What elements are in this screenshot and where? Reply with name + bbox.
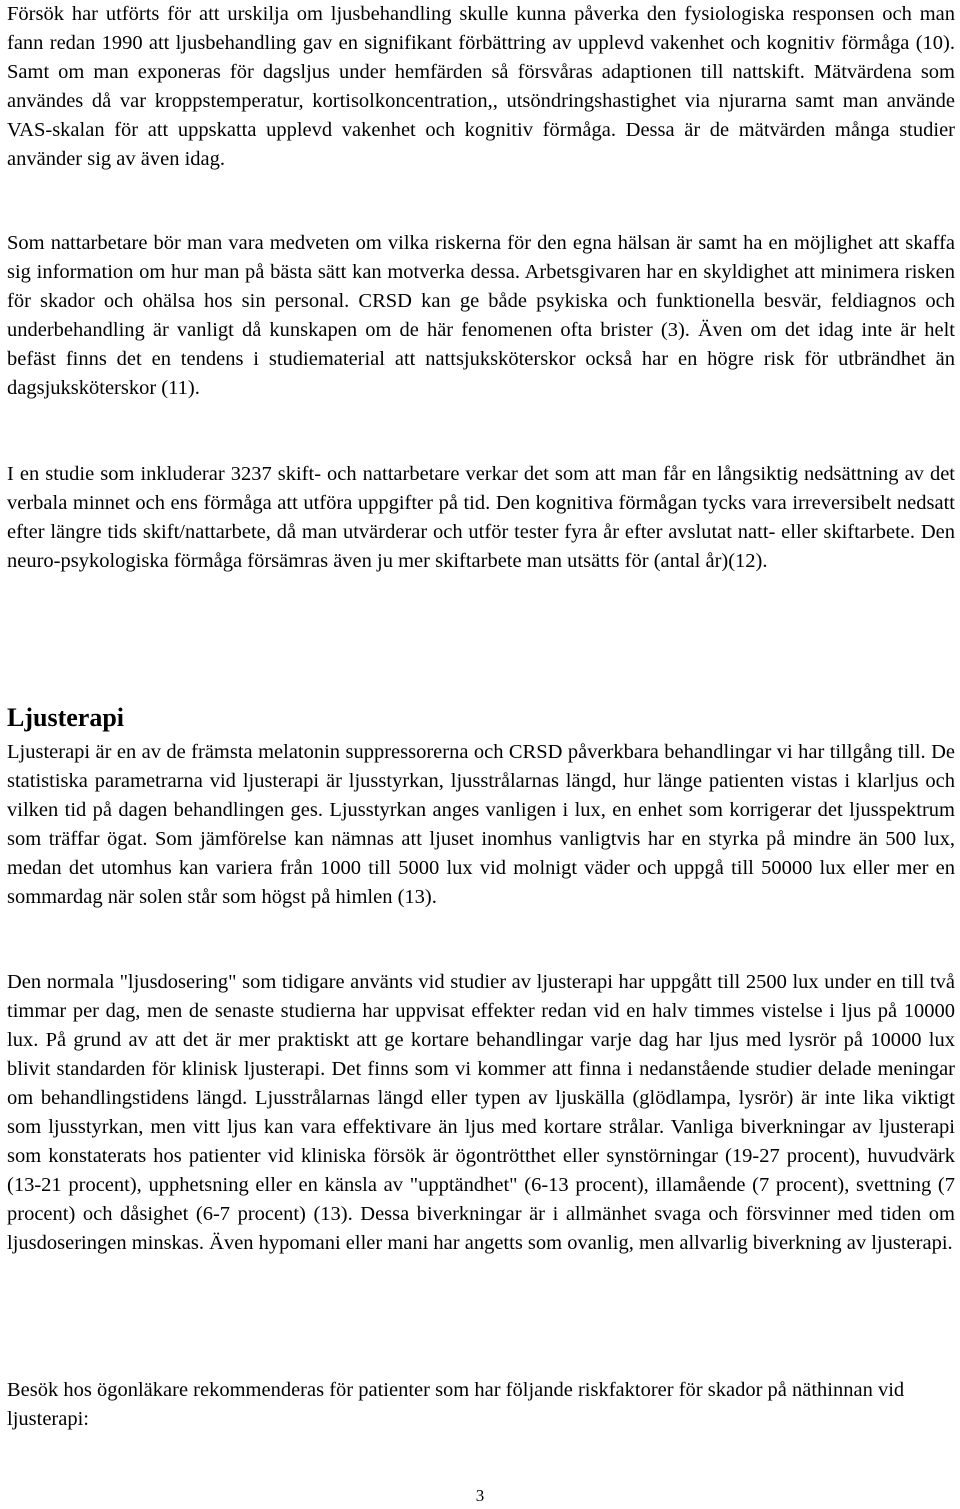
paragraph-light-therapy-intro: Ljusterapi är en av de främsta melatonin suppressorerna och CRSD påverkbara behandlingar vi har tillgång till. De statistiska parametrarna vid ljusterapi är ljusstyrkan, ljusstrålarnas längd, hur länge patienten vistas i klarljus och vilken tid på dagen behandlingen ges. Ljusstyrkan anges vanligen i lux, en enhet som korrigerar det ljusspektrum som träffar ögat. Som jämförelse kan nämnas att ljuset inomhus vanligtvis har en styrka på mindre än 500 lux, medan det utomhus kan variera från 1000 till 5000 lux vid molnigt väder och uppgå till 50000 lux eller mer en sommardag när solen står som högst på himlen (13). xyxy=(7,741,955,908)
paragraph-light-dosage: Den normala "ljusdosering" som tidigare använts vid studier av ljusterapi har uppgått till 2500 lux under en till två timmar per dag, men de senaste studierna har uppvisat effekter redan vid en halv timmes vistelse i ljus på 10000 lux. På grund av att det är mer praktiskt att ge kortare behandlingar varje dag har ljus med lysrör på 10000 lux blivit standarden för klinisk ljusterapi. Det finns som vi kommer att finna i nedanstående studier delade meningar om behandlingstidens längd. Ljusstrålarnas längd eller typen av ljuskälla (glödlampa, lysrör) är inte lika viktigt som ljusstyrkan, men vitt ljus kan vara effektivare än ljus med kortare strålar. Vanliga biverkningar av ljusterapi som konstaterats hos patienter vid kliniska försök är ögontrötthet eller synstörningar (19-27 procent), huvudvärk (13-21 procent), upphetsning eller en känsla av "upptändhet" (6-13 procent), illamående (7 procent), svettning (7 procent) och dåsighet (6-7 procent) (13). Dessa biverkningar är i allmänhet svaga och försvinner med tiden om ljusdoseringen minskas. Även hypomani eller mani har angetts som ovanlig, men allvarlig biverkning av ljusterapi. xyxy=(7,971,955,1254)
section-heading-ljusterapi: Ljusterapi xyxy=(7,703,124,732)
paragraph-night-worker-risks: Som nattarbetare bör man vara medveten om vilka riskerna för den egna hälsan är samt ha en möjlighet att skaffa sig information om hur man på bästa sätt kan motverka dessa. Arbetsgivaren har en skyldighet att minimera risken för skador och ohälsa hos sin personal. CRSD kan ge både psykiska och funktionella besvär, feldiagnos och underbehandling är vanligt då kunskapen om de här fenomenen ofta brister (3). Även om det idag inte är helt befäst finns det en tendens i studiematerial att nattsjuksköterskor också har en högre risk för utbrändhet än dagsjuksköterskor (11). xyxy=(7,232,955,399)
page-number: 3 xyxy=(475,1486,485,1505)
paragraph-shift-work-study: I en studie som inkluderar 3237 skift- och nattarbetare verkar det som att man får en långsiktig nedsättning av det verbala minnet och ens förmåga att utföra uppgifter på tid. Den kognitiva förmågan tycks vara irreversibelt nedsatt efter längre tids skift/nattarbete, då man utvärderar och utför tester fyra år efter avslutat natt- eller skiftarbete. Den neuro-psykologiska förmåga försämras även ju mer skiftarbete man utsätts för (antal år)(12). xyxy=(7,463,955,572)
paragraph-light-treatment-studies: Försök har utförts för att urskilja om ljusbehandling skulle kunna påverka den fysiologiska responsen och man fann redan 1990 att ljusbehandling gav en signifikant förbättring av upplevd vakenhet och kognitiv förmåga (10). Samt om man exponeras för dagsljus under hemfärden så försvåras adaptionen till nattskift. Mätvärdena som användes då var kroppstemperatur, kortisolkoncentration,, utsöndringshastighet via njurarna samt man använde VAS-skalan för att uppskatta upplevd vakenhet och kognitiv förmåga. Dessa är de mätvärden många studier använder sig av även idag. xyxy=(7,3,955,170)
paragraph-eye-doctor-recommendation: Besök hos ögonläkare rekommenderas för patienter som har följande riskfaktorer för skador på näthinnan vid ljusterapi: xyxy=(7,1379,905,1430)
